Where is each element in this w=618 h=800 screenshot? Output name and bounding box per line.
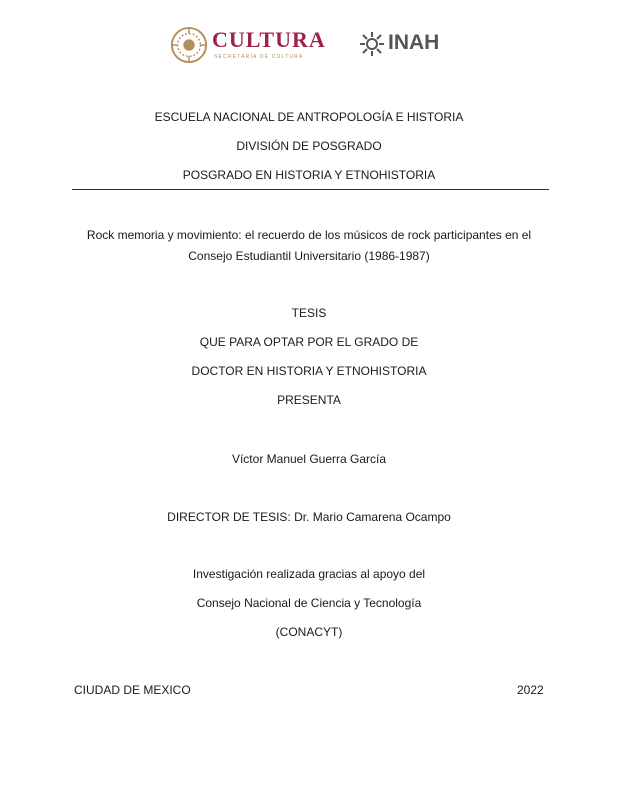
cultura-logo-subtitle: SECRETARÍA DE CULTURA [214, 54, 304, 60]
thesis-title-line-2: Consejo Estudiantil Universitario (1986-1987) [188, 249, 430, 263]
thesis-director: DIRECTOR DE TESIS: Dr. Mario Camarena Ocampo [167, 510, 451, 524]
funding-line-2: Consejo Nacional de Ciencia y Tecnología [196, 596, 422, 610]
logo-bar [0, 22, 618, 72]
degree-line-1: QUE PARA OPTAR POR EL GRADO DE [199, 335, 419, 349]
degree-line-2: DOCTOR EN HISTORIA Y ETNOHISTORIA [191, 364, 427, 378]
thesis-title-line-1: Rock memoria y movimiento: el recuerdo de los músicos de rock participantes en el [86, 228, 532, 242]
year-label: 2022 [517, 683, 544, 697]
inah-logo-icon [358, 30, 386, 58]
city-label: CIUDAD DE MEXICO [74, 683, 191, 697]
funding-line-1: Investigación realizada gracias al apoyo del [192, 567, 426, 581]
thesis-label: TESIS [291, 306, 327, 320]
school-name: ESCUELA NACIONAL DE ANTROPOLOGÍA E HISTORIA [154, 110, 464, 124]
cultura-seal-icon [170, 26, 208, 64]
header-divider [72, 189, 549, 190]
program-name: POSGRADO EN HISTORIA Y ETNOHISTORIA [182, 168, 436, 182]
presenta-label: PRESENTA [277, 393, 341, 407]
cultura-logo-text: CULTURA [212, 27, 326, 52]
author-name: Víctor Manuel Guerra García [231, 452, 387, 466]
division-name: DIVISIÓN DE POSGRADO [236, 139, 382, 153]
inah-logo-text: INAH [388, 31, 440, 54]
funding-line-3: (CONACYT) [275, 625, 343, 639]
